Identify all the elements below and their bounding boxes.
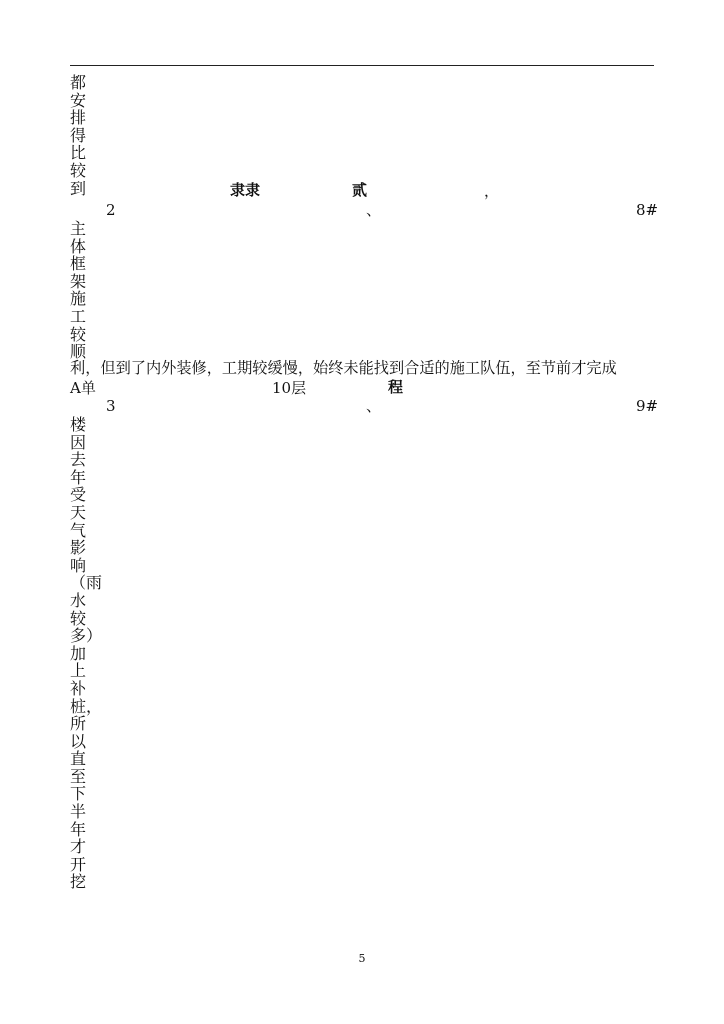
floor-count: 10层 xyxy=(272,379,307,397)
bold-fragment-c: 程 xyxy=(388,378,404,396)
page-number: 5 xyxy=(358,952,366,965)
bottom-vertical-text: 楼因去年受天气影响（雨水较多）加上补桩，所以直至下半年才开挖 xyxy=(70,415,103,892)
main-text-line: 利，但到了内外装修，工期较缓慢，始终未能找到合适的施工队伍，至节前才完成 xyxy=(70,359,617,377)
enumeration-mark-1: 、 xyxy=(366,201,382,219)
comma-mark: ， xyxy=(484,182,500,200)
building-code-8: 8# xyxy=(636,201,659,219)
building-code-9: 9# xyxy=(636,397,659,415)
item-number-2: 2 xyxy=(106,201,116,219)
unit-prefix: A单 xyxy=(70,379,96,397)
enumeration-mark-2: 、 xyxy=(366,397,382,415)
header-rule xyxy=(70,65,654,66)
item-number-3: 3 xyxy=(106,397,116,415)
bold-fragment-b: 贰 xyxy=(352,181,368,199)
top-vertical-text: 都安排得比较到 xyxy=(70,73,87,198)
bold-fragment-a: 隶隶 xyxy=(230,181,261,199)
mid-vertical-text: 主体框架施工较顺 xyxy=(70,219,87,362)
